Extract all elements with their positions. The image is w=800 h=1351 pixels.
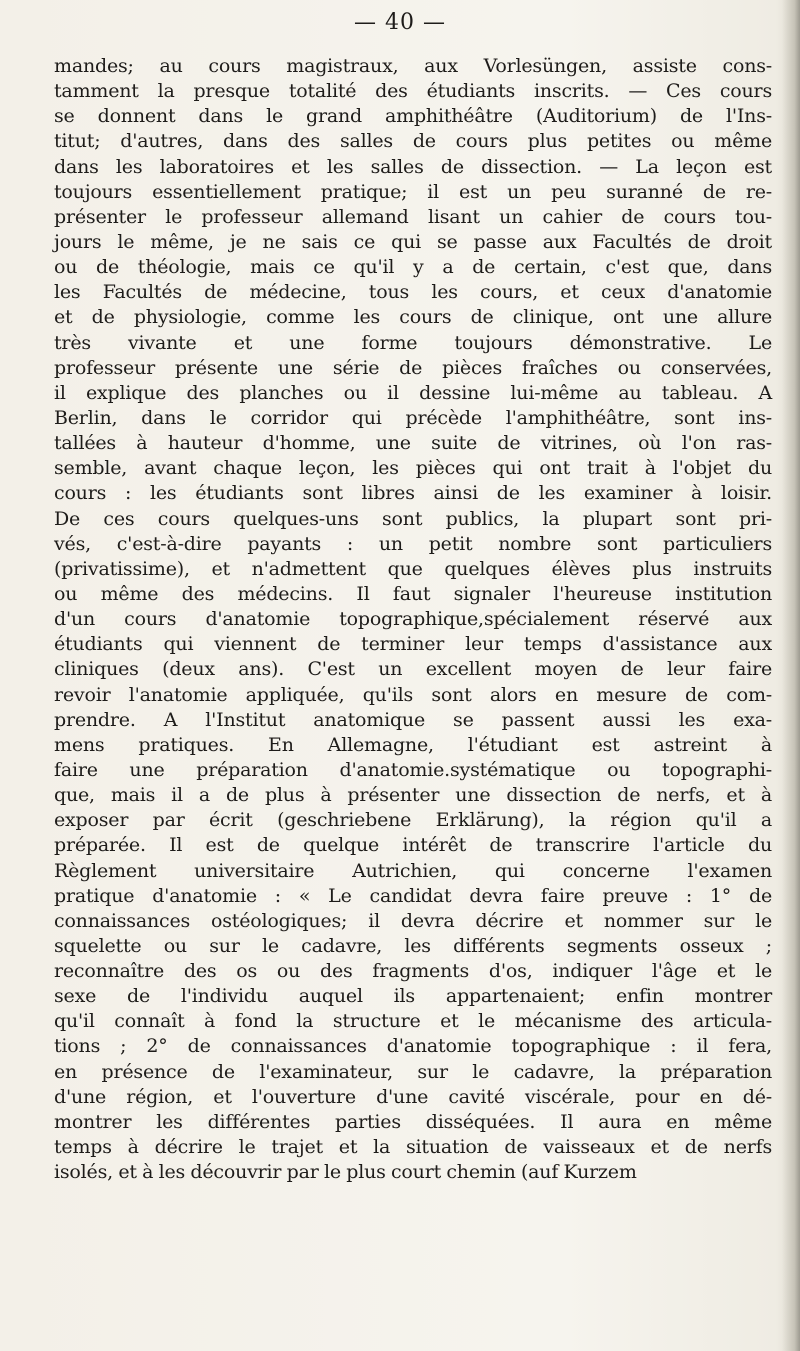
text-line: les Facultés de médecine, tous les cours, et ceux d'anatomie [54, 281, 772, 304]
text-line: faire une préparation d'anatomie.systématique ou topographi- [54, 758, 772, 781]
text-line: ou même des médecins. Il faut signaler l'heureuse institution [54, 582, 772, 605]
text-line: mandes; au cours magistraux, aux Vorlesüngen, assiste cons- [54, 55, 772, 77]
text-line: très vivante et une forme toujours démonstrative. Le [54, 331, 772, 354]
text-line: se donnent dans le grand amphithéâtre (Auditorium) de l'Ins- [54, 105, 772, 128]
text-line: isolés, et à les découvrir par le plus court chemin (auf Kurzem [54, 1161, 637, 1184]
body-text [54, 54, 772, 1185]
text-line: préparée. Il est de quelque intérêt de transcrire l'article du [54, 834, 772, 857]
text-line: pratique d'anatomie : « Le candidat devra faire preuve : 1° de [54, 884, 772, 907]
text-line: d'une région, et l'ouverture d'une cavité viscérale, pour en dé- [54, 1085, 772, 1108]
text-line: semble, avant chaque leçon, les pièces qui ont trait à l'objet du [54, 457, 772, 480]
text-line: étudiants qui viennent de terminer leur temps d'assistance aux [54, 633, 772, 656]
page-number: — 40 — [354, 10, 446, 35]
text-line: toujours essentiellement pratique; il est un peu suranné de re- [54, 180, 772, 203]
text-line: tamment la presque totalité des étudiants inscrits. — Ces cours [54, 80, 772, 103]
text-line: montrer les différentes parties disséquées. Il aura en même [54, 1110, 772, 1133]
text-line: titut; d'autres, dans des salles de cours plus petites ou même [54, 130, 772, 153]
text-line: sexe de l'individu auquel ils appartenaient; enfin montrer [54, 985, 772, 1008]
text-line: prendre. A l'Institut anatomique se passent aussi les exa- [54, 708, 772, 731]
text-line: tallées à hauteur d'homme, une suite de vitrines, où l'on ras- [54, 432, 772, 455]
text-line: Berlin, dans le corridor qui précède l'amphithéâtre, sont ins- [54, 406, 772, 429]
text-line: revoir l'anatomie appliquée, qu'ils sont alors en mesure de com- [54, 683, 772, 706]
text-line: squelette ou sur le cadavre, les différents segments osseux ; [54, 934, 772, 957]
text-line: d'un cours d'anatomie topographique,spécialement réservé aux [54, 608, 772, 631]
text-line: cliniques (deux ans). C'est un excellent moyen de leur faire [54, 658, 772, 681]
text-line: professeur présente une série de pièces fraîches ou conservées, [54, 356, 772, 379]
text-line: il explique des planches ou il dessine lui-même au tableau. A [54, 381, 772, 404]
text-line: mens pratiques. En Allemagne, l'étudiant est astreint à [54, 733, 772, 756]
page-edge-shadow [782, 0, 800, 1351]
text-line: en présence de l'examinateur, sur le cadavre, la préparation [54, 1060, 772, 1083]
text-line: tions ; 2° de connaissances d'anatomie topographique : il fera, [54, 1035, 772, 1058]
text-line: reconnaître des os ou des fragments d'os, indiquer l'âge et le [54, 960, 772, 983]
text-line: présenter le professeur allemand lisant un cahier de cours tou- [54, 205, 772, 228]
text-line: et de physiologie, comme les cours de clinique, ont une allure [54, 306, 772, 329]
text-line: De ces cours quelques-uns sont publics, la plupart sont pri- [54, 507, 772, 530]
text-line: jours le même, je ne sais ce qui se passe aux Facultés de droit [54, 230, 772, 253]
text-line: dans les laboratoires et les salles de dissection. — La leçon est [54, 155, 772, 178]
text-line: connaissances ostéologiques; il devra décrire et nommer sur le [54, 909, 772, 932]
text-line: vés, c'est-à-dire payants : un petit nombre sont particuliers [54, 532, 772, 555]
text-line: qu'il connaît à fond la structure et le mécanisme des articula- [54, 1010, 772, 1033]
text-line: temps à décrire le trajet et la situation de vaisseaux et de nerfs [54, 1136, 772, 1159]
text-line: cours : les étudiants sont libres ainsi de les examiner à loisir. [54, 482, 772, 505]
text-line: Règlement universitaire Autrichien, qui concerne l'examen [54, 859, 772, 882]
text-line: que, mais il a de plus à présenter une dissection de nerfs, et à [54, 784, 772, 807]
text-line: (privatissime), et n'admettent que quelques élèves plus instruits [54, 557, 772, 580]
text-line: exposer par écrit (geschriebene Erklärung), la région qu'il a [54, 809, 772, 832]
text-line: ou de théologie, mais ce qu'il y a de certain, c'est que, dans [54, 256, 772, 279]
